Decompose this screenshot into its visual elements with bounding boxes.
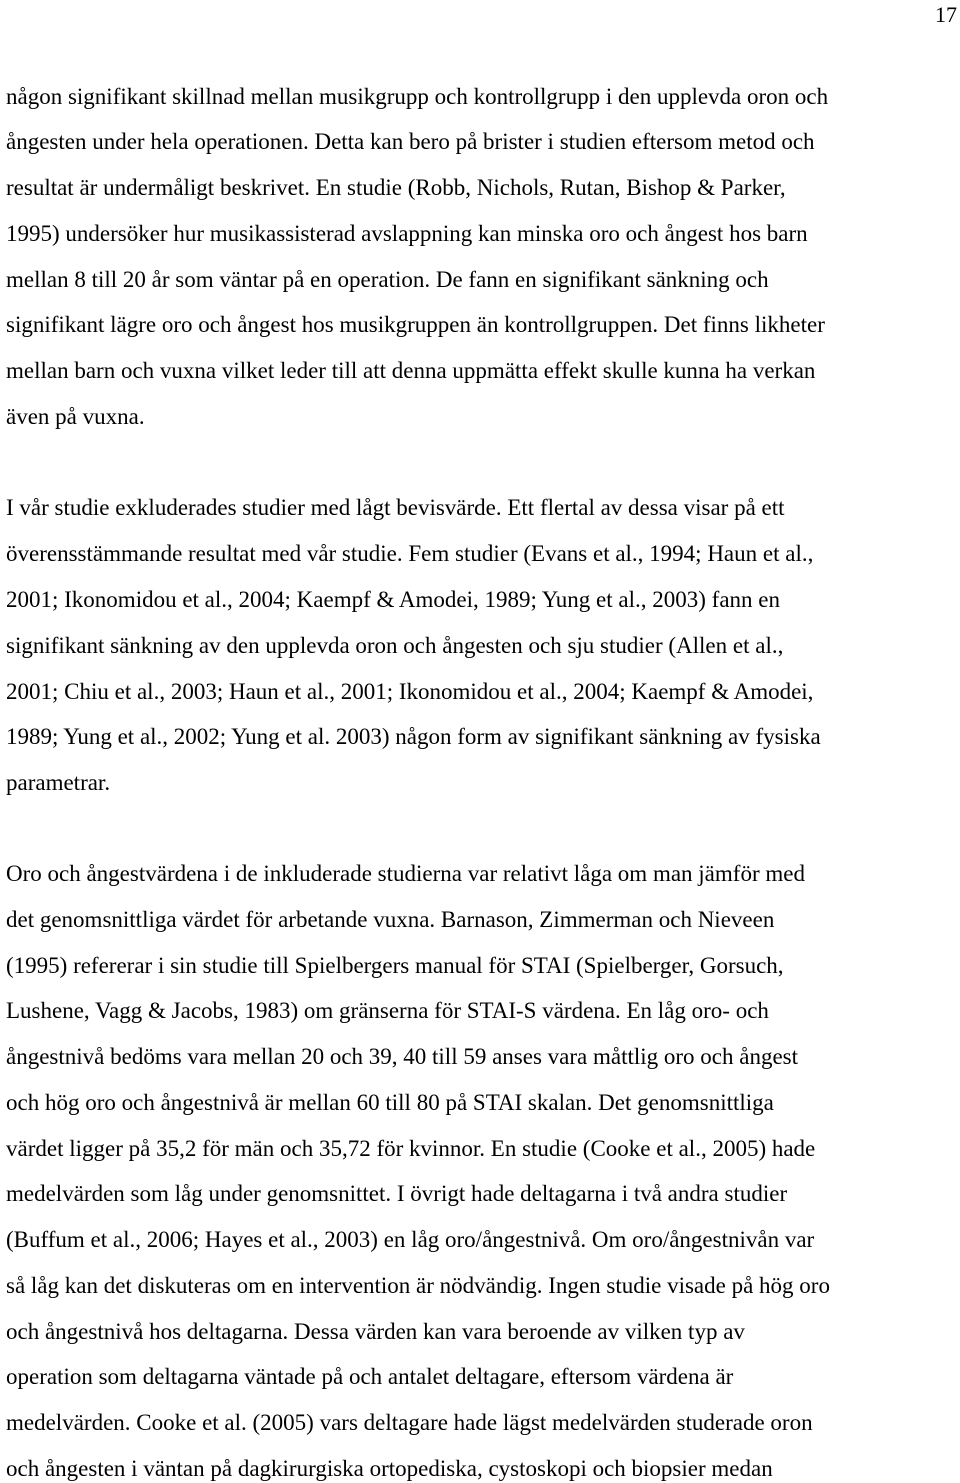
text-line: I vår studie exkluderades studier med lågt bevisvärde. Ett flertal av dessa visar på ett (6, 495, 785, 520)
text-line: någon signifikant skillnad mellan musikgrupp och kontrollgrupp i den upplevda oron och (6, 84, 829, 109)
text-line: överensstämmande resultat med vår studie. Fem studier (Evans et al., 1994; Haun et al., (6, 541, 814, 566)
text-line: det genomsnittliga värdet för arbetande vuxna. Barnason, Zimmerman och Nieveen (6, 907, 775, 932)
text-line: (1995) refererar i sin studie till Spielbergers manual för STAI (Spielberger, Gorsuch, (6, 953, 784, 978)
text-line: 1995) undersöker hur musikassisterad avslappning kan minska oro och ångest hos barn (6, 221, 808, 246)
text-line: och hög oro och ångestnivå är mellan 60 till 80 på STAI skalan. Det genomsnittliga (6, 1090, 774, 1115)
text-line: så låg kan det diskuteras om en intervention är nödvändig. Ingen studie visade på hög oro (6, 1273, 830, 1298)
text-line: signifikant sänkning av den upplevda oron och ångesten och sju studier (Allen et al., (6, 633, 784, 658)
text-line: 1989; Yung et al., 2002; Yung et al. 2003) någon form av signifikant sänkning av fysiska (6, 724, 821, 749)
text-line: operation som deltagarna väntade på och antalet deltagare, eftersom värdena är (6, 1364, 734, 1389)
text-line: (Buffum et al., 2006; Hayes et al., 2003) en låg oro/ångestnivå. Om oro/ångestnivån var (6, 1227, 815, 1252)
text-line: mellan 8 till 20 år som väntar på en operation. De fann en signifikant sänkning och (6, 267, 769, 292)
text-line: och ångesten i väntan på dagkirurgiska ortopediska, cystoskopi och biopsier medan (6, 1456, 773, 1481)
text-line: signifikant lägre oro och ångest hos musikgruppen än kontrollgruppen. Det finns likheter (6, 312, 825, 337)
text-line: ångesten under hela operationen. Detta kan bero på brister i studien eftersom metod och (6, 129, 815, 154)
text-line: värdet ligger på 35,2 för män och 35,72 för kvinnor. En studie (Cooke et al., 2005) hade (6, 1136, 816, 1161)
page-number: 17 (935, 2, 957, 27)
text-line: 2001; Ikonomidou et al., 2004; Kaempf & Amodei, 1989; Yung et al., 2003) fann en (6, 587, 780, 612)
text-line: Lushene, Vagg & Jacobs, 1983) om gränserna för STAI-S värdena. En låg oro- och (6, 998, 769, 1023)
text-line: Oro och ångestvärdena i de inkluderade studierna var relativt låga om man jämför med (6, 861, 805, 886)
text-line: och ångestnivå hos deltagarna. Dessa värden kan vara beroende av vilken typ av (6, 1319, 745, 1344)
text-line: även på vuxna. (6, 404, 145, 429)
text-line: ångestnivå bedöms vara mellan 20 och 39, 40 till 59 anses vara måttlig oro och ångest (6, 1044, 799, 1069)
text-line: parametrar. (6, 770, 111, 795)
text-line: resultat är undermåligt beskrivet. En studie (Robb, Nichols, Rutan, Bishop & Parker, (6, 175, 786, 200)
text-line: medelvärden. Cooke et al. (2005) vars deltagare hade lägst medelvärden studerade oron (6, 1410, 813, 1435)
text-line: medelvärden som låg under genomsnittet. I övrigt hade deltagarna i två andra studier (6, 1181, 788, 1206)
text-line: mellan barn och vuxna vilket leder till att denna uppmätta effekt skulle kunna ha verkan (6, 358, 816, 383)
text-line: 2001; Chiu et al., 2003; Haun et al., 2001; Ikonomidou et al., 2004; Kaempf & Amodei, (6, 679, 814, 704)
